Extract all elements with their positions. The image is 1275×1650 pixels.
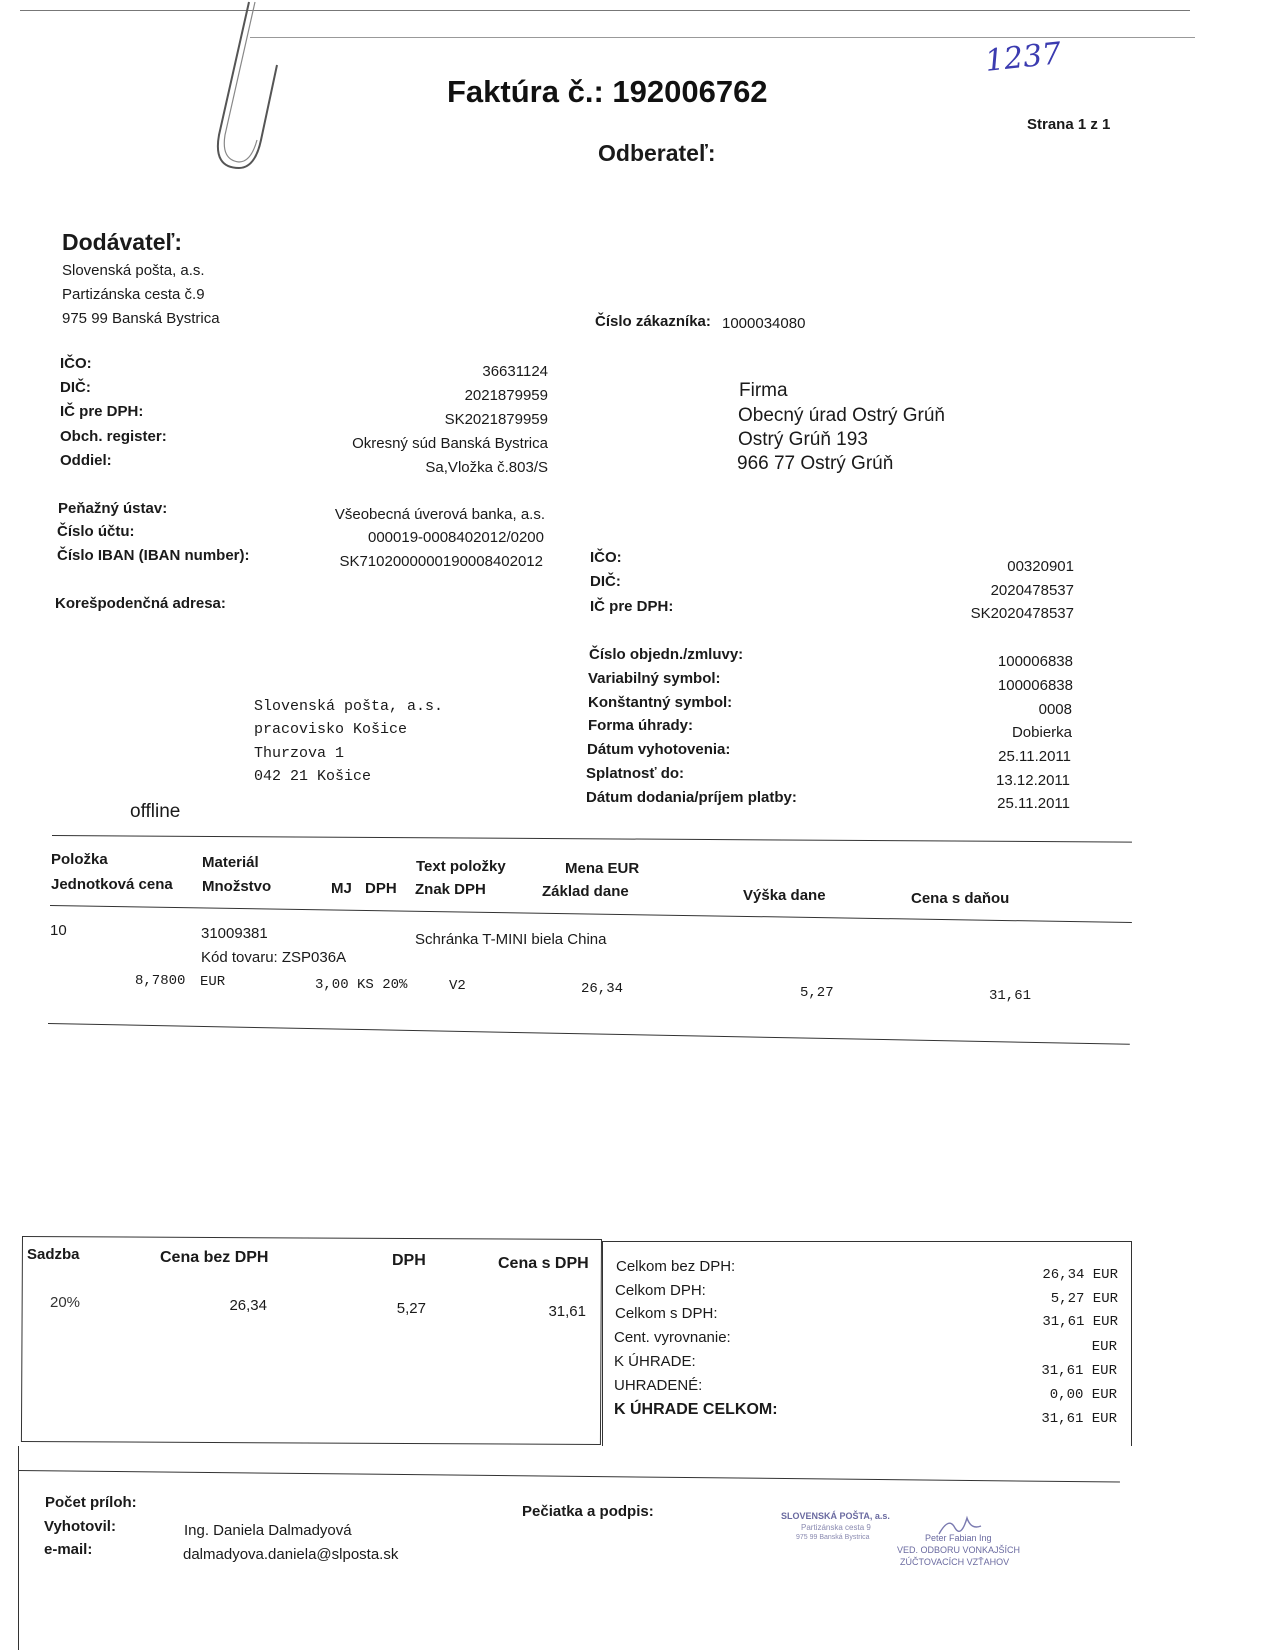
account-value: 000019-0008402012/0200 — [367, 529, 544, 546]
variable-symbol-label: Variabilný symbol: — [588, 670, 721, 687]
supplier-heading: Dodávateľ: — [62, 229, 183, 255]
vat-base: 26,34 — [229, 1297, 267, 1314]
col-vyska-dane: Výška dane — [743, 887, 826, 904]
vat-col-sadzba: Sadzba — [27, 1246, 80, 1263]
paperclip-icon — [205, 0, 285, 175]
item-text: Schránka T-MINI biela China — [415, 931, 607, 948]
col-mj: MJ — [331, 880, 352, 897]
total-label-5: K ÚHRADE: — [614, 1353, 696, 1370]
signer-line-1: Peter Fabian Ing — [925, 1533, 992, 1543]
corr-line-2: pracovisko Košice — [254, 721, 408, 738]
total-value-7: 31,61 EUR — [1041, 1411, 1117, 1427]
items-top-line — [52, 835, 1132, 843]
item-vat-code: V2 — [449, 978, 466, 994]
item-tax: 5,27 — [800, 985, 834, 1001]
due-date-label: Splatnosť do: — [586, 765, 685, 782]
vat-col-dph: DPH — [392, 1252, 426, 1269]
order-number-label: Číslo objedn./zmluvy: — [589, 646, 744, 663]
corr-line-1: Slovenská pošta, a.s. — [254, 698, 444, 715]
payment-method-value: Dobierka — [1011, 724, 1072, 741]
total-label-2: Celkom DPH: — [615, 1282, 706, 1299]
customer-number-label: Číslo zákazníka: — [595, 313, 711, 330]
supplier-dic-label: DIČ: — [60, 379, 91, 396]
supplier-section-label: Oddiel: — [60, 452, 112, 469]
supplier-city: 975 99 Banská Bystrica — [62, 310, 220, 327]
customer-city: 966 77 Ostrý Grúň — [737, 453, 894, 474]
correspondence-label: Korešpodenčná adresa: — [55, 595, 226, 612]
items-header-line — [50, 905, 1132, 923]
supplier-street: Partizánska cesta č.9 — [62, 286, 205, 303]
order-number-value: 100006838 — [997, 653, 1073, 670]
vat-col-bez-dph: Cena bez DPH — [160, 1249, 269, 1266]
bank-label: Peňažný ústav: — [58, 500, 168, 517]
supplier-icdph-label: IČ pre DPH: — [60, 403, 144, 420]
payment-method-label: Forma úhrady: — [588, 717, 694, 734]
total-value-2: 5,27 EUR — [1050, 1291, 1118, 1307]
vat-total: 31,61 — [548, 1303, 586, 1320]
col-text-polozky: Text položky — [416, 858, 506, 875]
total-label-1: Celkom bez DPH: — [616, 1258, 736, 1275]
customer-firm: Firma — [739, 380, 788, 401]
issue-date-value: 25.11.2011 — [998, 748, 1071, 765]
customer-ico-value: 00320901 — [1007, 558, 1074, 575]
constant-symbol-label: Konštantný symbol: — [588, 694, 733, 711]
customer-icdph-label: IČ pre DPH: — [590, 598, 674, 615]
total-label-4: Cent. vyrovnanie: — [614, 1329, 731, 1346]
supplier-register-label: Obch. register: — [60, 428, 167, 445]
customer-dic-value: 2020478537 — [990, 582, 1074, 599]
stamp-line-2: Partizánska cesta 9 — [801, 1523, 871, 1532]
total-value-5: 31,61 EUR — [1041, 1363, 1117, 1379]
offline-label: offline — [130, 801, 181, 822]
footer-left-edge — [18, 1446, 19, 1650]
customer-street: Ostrý Grúň 193 — [738, 429, 868, 450]
total-value-3: 31,61 EUR — [1042, 1314, 1118, 1330]
item-base: 26,34 — [581, 981, 624, 997]
supplier-ico-label: IČO: — [60, 355, 92, 372]
corr-line-4: 042 21 Košice — [254, 768, 372, 785]
item-material: 31009381 — [201, 925, 268, 942]
total-value-1: 26,34 EUR — [1042, 1267, 1118, 1283]
item-position: 10 — [50, 922, 67, 939]
iban-value: SK7102000000190008402012 — [339, 553, 543, 570]
col-cena-s-danou: Cena s daňou — [911, 890, 1010, 907]
col-dph: DPH — [365, 880, 397, 897]
total-value-4: EUR — [1091, 1339, 1117, 1355]
signer-line-3: ZÚČTOVACÍCH VZŤAHOV — [900, 1557, 1010, 1567]
supplier-section-value: Sa,Vložka č.803/S — [425, 459, 548, 476]
corr-line-3: Thurzova 1 — [254, 745, 345, 762]
col-mnozstvo: Množstvo — [202, 878, 272, 895]
customer-icdph-value: SK2020478537 — [970, 605, 1074, 622]
item-unit-price: 8,7800 — [135, 973, 186, 989]
top-edge-line — [20, 10, 1190, 11]
col-material: Materiál — [202, 854, 259, 871]
item-product-code: Kód tovaru: ZSP036A — [201, 949, 347, 966]
total-label-3: Celkom s DPH: — [615, 1305, 718, 1322]
col-znak-dph: Znak DPH — [415, 881, 486, 898]
handwritten-number: 1237 — [983, 36, 1063, 79]
customer-ico-label: IČO: — [590, 549, 622, 566]
supplier-icdph-value: SK2021879959 — [444, 411, 548, 428]
customer-dic-label: DIČ: — [590, 573, 621, 590]
account-label: Číslo účtu: — [57, 523, 135, 540]
email-label: e-mail: — [44, 1541, 93, 1558]
due-date-value: 13.12.2011 — [996, 772, 1070, 789]
supplier-ico-value: 36631124 — [482, 363, 548, 380]
bank-value: Všeobecná úverová banka, a.s. — [334, 506, 545, 523]
delivery-date-value: 25.11.2011 — [997, 795, 1070, 812]
item-currency: EUR — [200, 974, 226, 990]
constant-symbol-value: 0008 — [1038, 701, 1072, 718]
vat-col-s-dph: Cena s DPH — [498, 1255, 589, 1272]
col-zaklad-dane: Základ dane — [542, 883, 629, 900]
col-jednotkova-cena: Jednotková cena — [51, 876, 173, 893]
attachments-label: Počet príloh: — [45, 1494, 137, 1511]
invoice-title: Faktúra č.: 192006762 — [447, 74, 768, 109]
issued-by-label: Vyhotovil: — [44, 1518, 116, 1535]
variable-symbol-value: 100006838 — [997, 677, 1073, 694]
vat-rate: 20% — [50, 1294, 81, 1311]
supplier-name: Slovenská pošta, a.s. — [62, 262, 205, 279]
total-label-7: K ÚHRADE CELKOM: — [614, 1401, 778, 1418]
items-bottom-line — [48, 1023, 1130, 1045]
delivery-date-label: Dátum dodania/príjem platby: — [586, 789, 797, 806]
iban-label: Číslo IBAN (IBAN number): — [57, 547, 250, 564]
email-value: dalmadyova.daniela@slposta.sk — [183, 1546, 399, 1563]
customer-heading: Odberateľ: — [598, 140, 716, 166]
total-value-6: 0,00 EUR — [1049, 1387, 1117, 1403]
col-polozka: Položka — [51, 851, 108, 868]
page-info: Strana 1 z 1 — [1027, 116, 1111, 133]
stamp-line-3: 975 99 Banská Bystrica — [796, 1534, 870, 1541]
stamp-line-1: SLOVENSKÁ POŠTA, a.s. — [781, 1511, 890, 1521]
signer-line-2: VED. ODBORU VONKAJŠÍCH — [897, 1545, 1021, 1555]
vat-amount: 5,27 — [396, 1300, 426, 1317]
footer-top-line — [18, 1470, 1120, 1483]
issue-date-label: Dátum vyhotovenia: — [587, 741, 731, 758]
total-label-6: UHRADENÉ: — [614, 1377, 703, 1394]
item-total: 31,61 — [989, 988, 1032, 1004]
col-mena: Mena EUR — [565, 860, 640, 877]
issued-by-value: Ing. Daniela Dalmadyová — [184, 1522, 352, 1539]
customer-number-value: 1000034080 — [722, 315, 806, 332]
stamp-label: Pečiatka a podpis: — [522, 1503, 654, 1520]
customer-name: Obecný úrad Ostrý Grúň — [738, 405, 945, 426]
supplier-register-value: Okresný súd Banská Bystrica — [352, 435, 548, 452]
item-quantity: 3,00 KS 20% — [315, 977, 408, 993]
supplier-dic-value: 2021879959 — [464, 387, 548, 404]
